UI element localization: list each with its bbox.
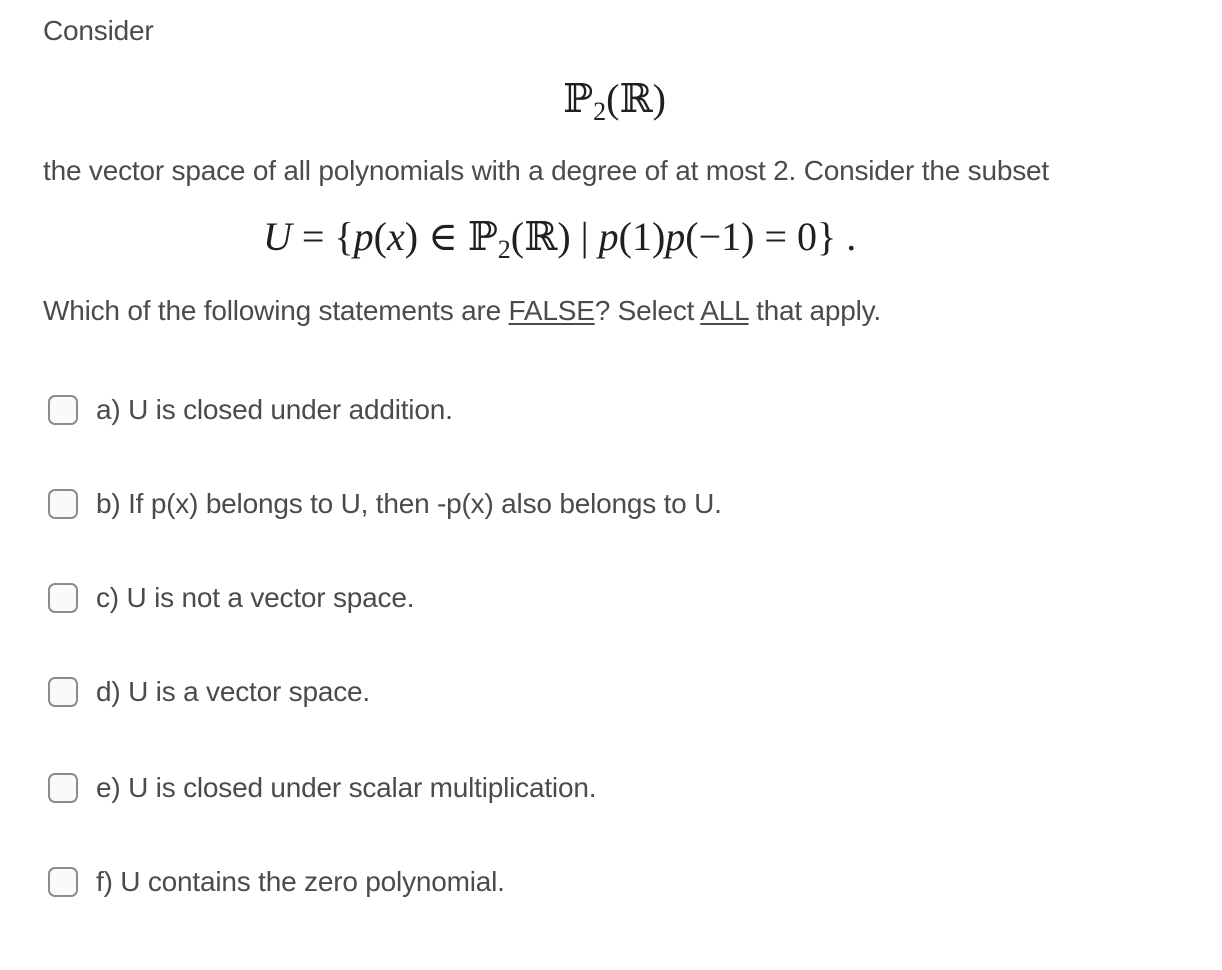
space-subscript: 2 — [593, 97, 607, 126]
option-e-checkbox[interactable] — [48, 773, 78, 803]
answer-option-c[interactable] — [48, 580, 414, 616]
p-minus-one-symbol: p — [665, 214, 686, 259]
p-symbol: p — [353, 214, 374, 259]
question-description: the vector space of all polynomials with a degree of at most 2. Consider the subset — [43, 155, 1049, 186]
question-intro: Consider — [43, 15, 154, 46]
option-a-checkbox[interactable] — [48, 395, 78, 425]
question-prompt — [43, 294, 881, 328]
option-a-label[interactable]: a) U is closed under addition. — [96, 394, 453, 425]
equals-brace: = { — [291, 214, 354, 259]
prompt-false-emphasis: FALSE — [508, 295, 595, 326]
option-e-label[interactable]: e) U is closed under scalar multiplication. — [96, 772, 597, 803]
prompt-all-emphasis: ALL — [700, 295, 749, 326]
answer-option-e[interactable] — [48, 770, 596, 806]
paren-open: ( — [373, 214, 387, 259]
arg-minus-one-equals-zero: (−1) = 0} . — [685, 214, 857, 259]
answer-option-a[interactable] — [48, 392, 453, 428]
option-f-checkbox[interactable] — [48, 867, 78, 897]
space-arg: (ℝ) — [606, 76, 666, 121]
space-subscript-2: 2 — [497, 235, 511, 264]
option-c-checkbox[interactable] — [48, 583, 78, 613]
space-symbol-2: ℙ — [467, 214, 498, 259]
arg-one: (1) — [618, 214, 666, 259]
space-symbol: ℙ — [563, 76, 594, 121]
option-f-label[interactable]: f) U contains the zero polynomial. — [96, 866, 505, 897]
prompt-part1: Which of the following statements are — [43, 295, 509, 326]
answer-option-f[interactable] — [48, 864, 505, 900]
option-d-checkbox[interactable] — [48, 677, 78, 707]
paren-close: ) — [404, 214, 419, 259]
vector-space-formula — [563, 76, 666, 127]
option-d-label[interactable]: d) U is a vector space. — [96, 676, 370, 707]
set-lhs: U — [263, 214, 292, 259]
x-symbol: x — [386, 214, 405, 259]
option-c-label[interactable]: c) U is not a vector space. — [96, 582, 415, 613]
answer-option-d[interactable] — [48, 674, 370, 710]
option-b-label[interactable]: b) If p(x) belongs to U, then -p(x) also belongs to U. — [96, 488, 722, 519]
space-arg-2: (ℝ) | — [510, 214, 599, 259]
element-of: ∈ — [418, 214, 468, 259]
prompt-part2: ? Select — [594, 295, 701, 326]
answer-option-b[interactable] — [48, 486, 722, 522]
prompt-part3: that apply. — [748, 295, 881, 326]
p-one-symbol: p — [598, 214, 619, 259]
subset-definition-formula — [263, 214, 856, 265]
option-b-checkbox[interactable] — [48, 489, 78, 519]
